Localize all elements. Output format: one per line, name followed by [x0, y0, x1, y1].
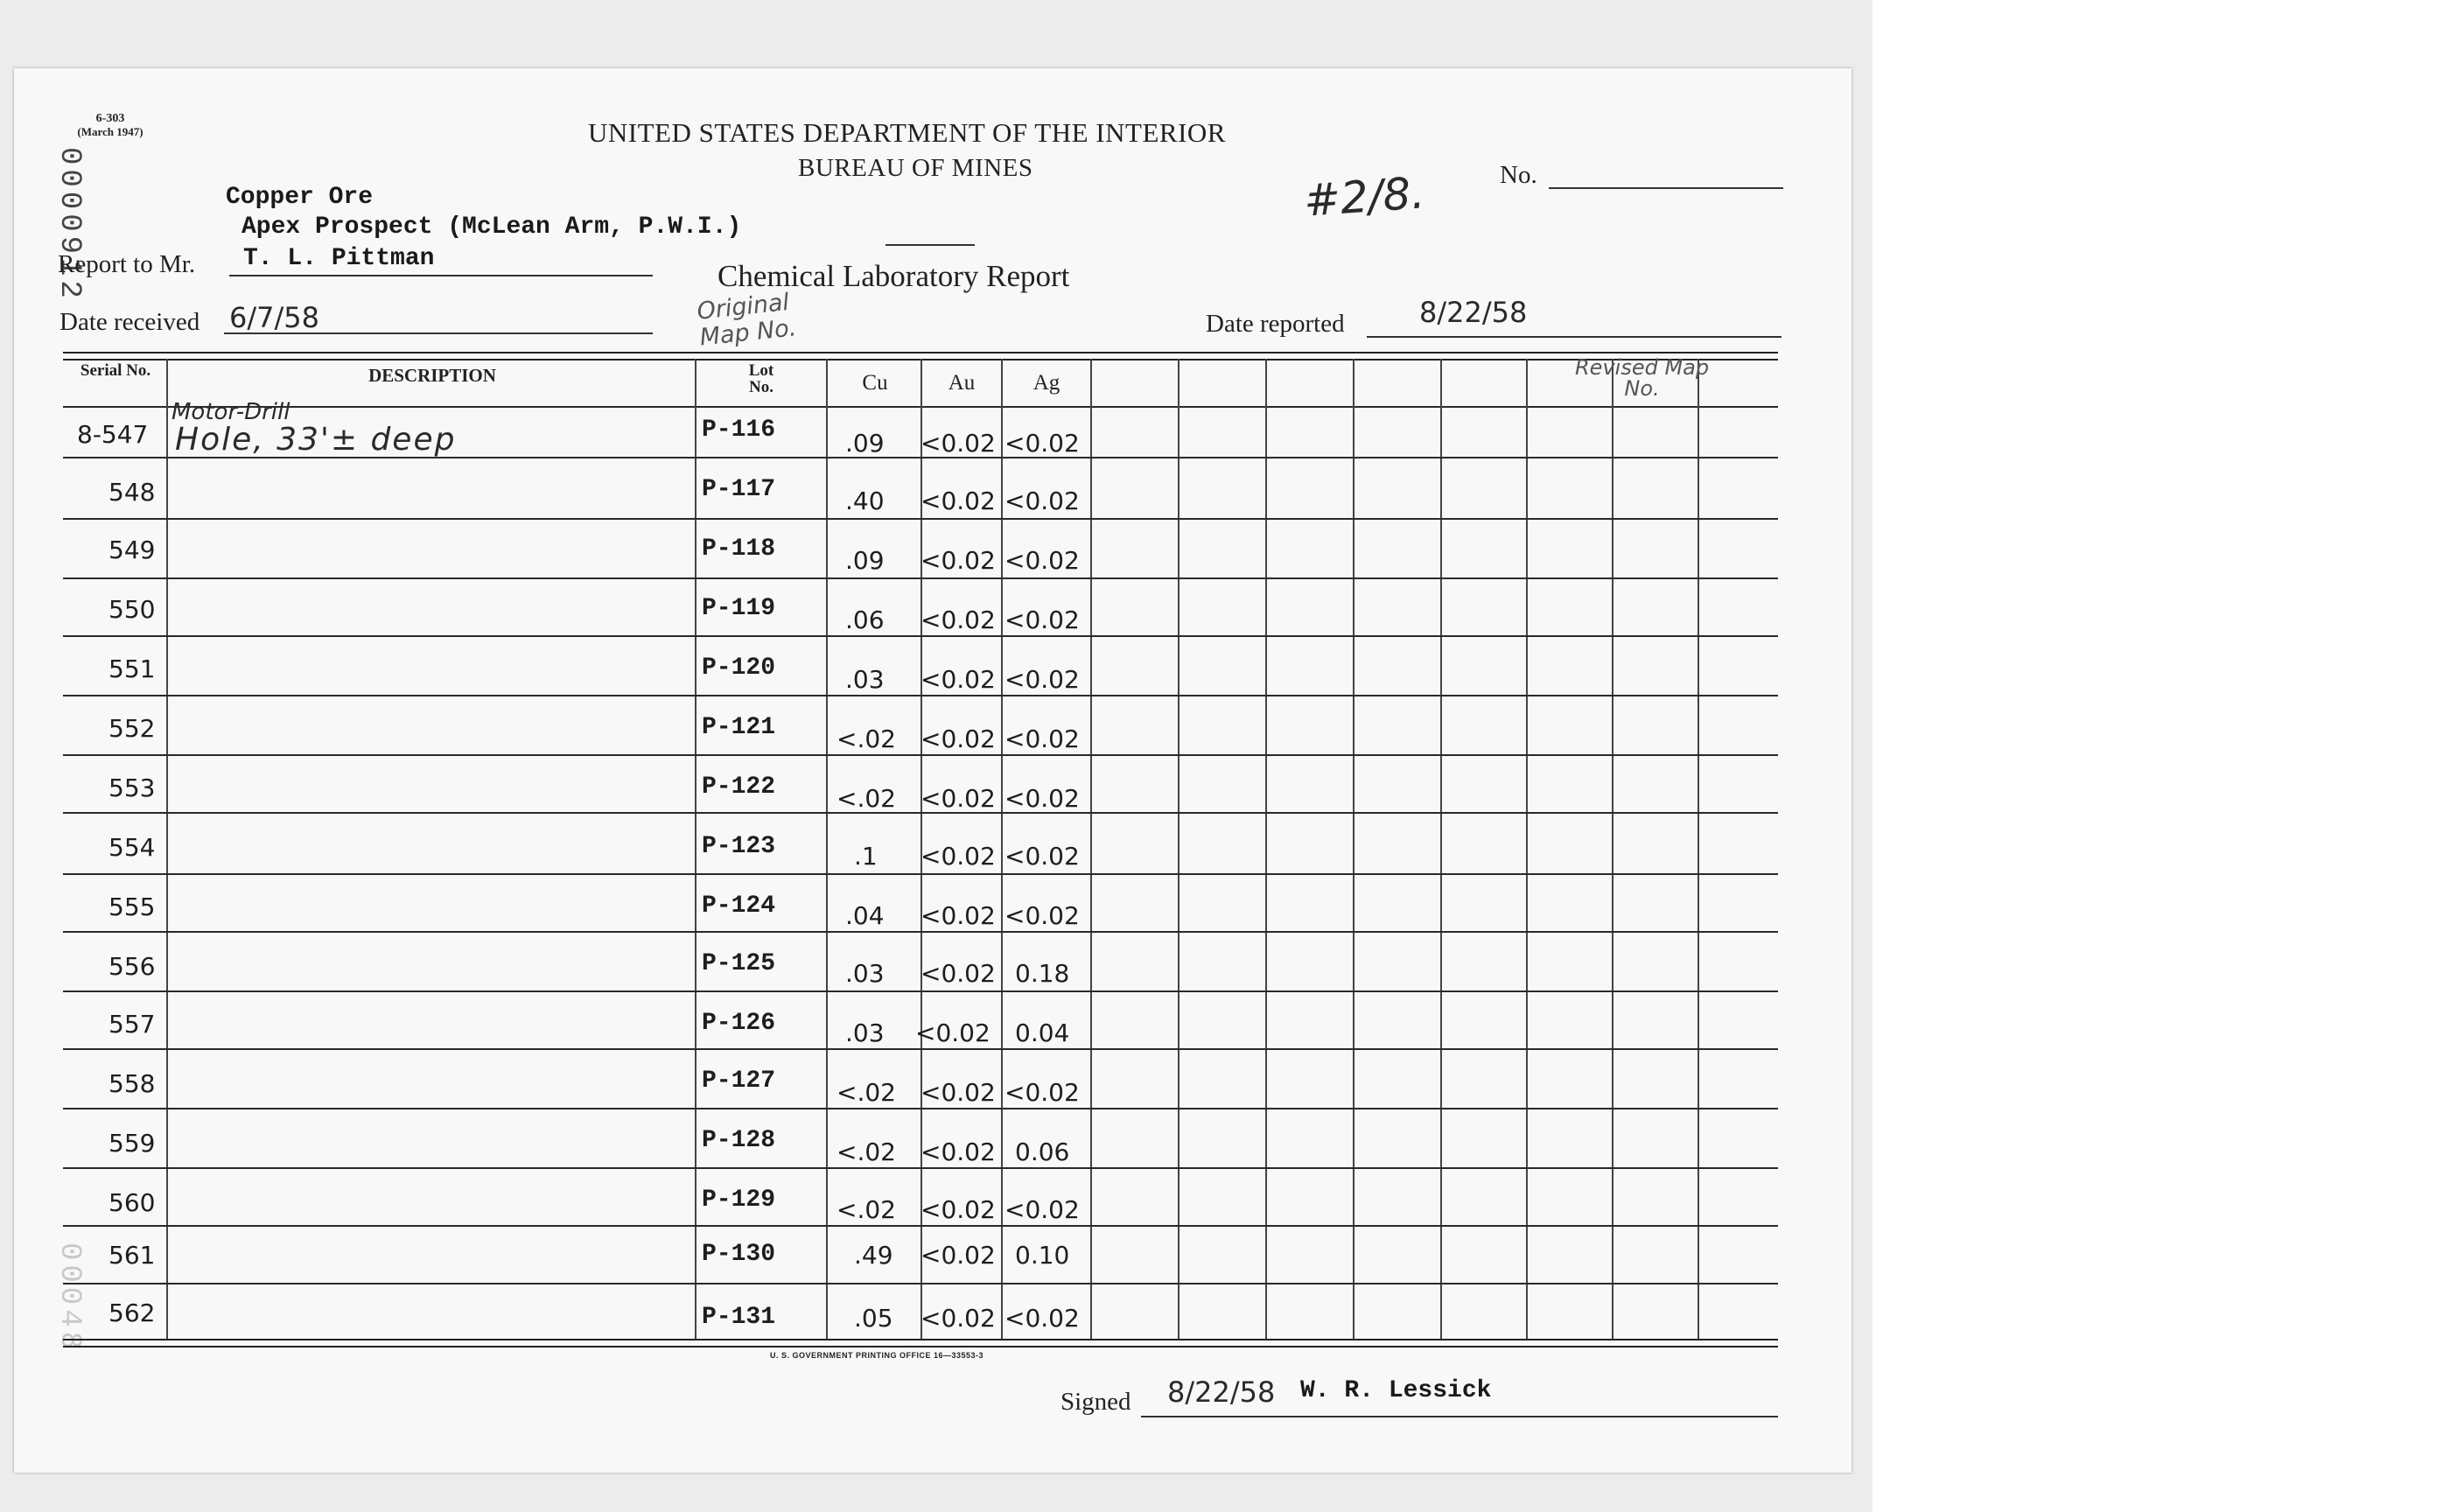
header-serial-no: Serial No. [80, 361, 151, 380]
au-cell: <0.02 [920, 606, 996, 634]
lot-cell: P-120 [702, 654, 776, 682]
au-cell: <0.02 [920, 1078, 996, 1107]
row-divider [63, 695, 1778, 696]
au-cell: <0.02 [920, 1195, 996, 1224]
row-divider [63, 578, 1778, 579]
cu-cell: .06 [845, 606, 885, 634]
signed-date: 8/22/58 [1167, 1376, 1276, 1409]
row-divider [63, 812, 1778, 814]
ag-cell: 0.06 [1015, 1138, 1070, 1166]
date-received-line [224, 332, 653, 334]
au-cell: <0.02 [920, 842, 996, 871]
header-au: Au [948, 371, 976, 395]
cu-cell: .03 [845, 1018, 885, 1047]
cu-cell: .03 [845, 959, 885, 988]
au-cell: <0.02 [920, 546, 996, 575]
ag-cell: 0.10 [1015, 1241, 1070, 1270]
report-title: Chemical Laboratory Report [718, 259, 1070, 293]
material: Copper Ore [226, 184, 374, 211]
signature-line [1141, 1416, 1778, 1418]
lot-cell: P-130 [702, 1241, 776, 1268]
serial-cell: 559 [108, 1129, 156, 1158]
cu-cell: .40 [845, 486, 885, 515]
prospect: Apex Prospect (McLean Arm, P.W.I.) [242, 214, 742, 241]
ag-cell: <0.02 [1004, 724, 1080, 753]
header-ag: Ag [1032, 371, 1060, 395]
serial-cell: 558 [108, 1069, 156, 1098]
serial-cell: 553 [108, 774, 156, 802]
lot-cell: P-125 [702, 950, 776, 977]
ag-cell: <0.02 [1004, 1195, 1080, 1224]
cu-cell: .1 [854, 842, 878, 871]
au-cell: <0.02 [920, 1241, 996, 1270]
header-description: DESCRIPTION [368, 365, 496, 386]
au-cell: <0.02 [920, 665, 996, 694]
ag-cell: 0.18 [1015, 959, 1070, 988]
report-to-line [229, 275, 653, 276]
lot-cell: P-116 [702, 416, 776, 444]
col-divider [1353, 359, 1354, 1339]
short-rule [886, 244, 975, 246]
col-divider [1090, 359, 1092, 1339]
revised-map-note: Revised Map No. [1575, 355, 1710, 401]
date-reported-value: 8/22/58 [1419, 296, 1528, 329]
serial-cell: 561 [108, 1241, 156, 1270]
cu-cell: <.02 [836, 724, 896, 753]
lot-cell: P-122 [702, 774, 776, 801]
ag-cell: <0.02 [1004, 842, 1080, 871]
row-divider [63, 754, 1778, 756]
serial-cell: 550 [108, 595, 156, 624]
header-lot-no: Lot No. [748, 361, 774, 396]
cu-cell: .03 [845, 665, 885, 694]
cu-cell: <.02 [836, 1078, 896, 1107]
serial-cell: 552 [108, 714, 156, 743]
serial-cell: 555 [108, 892, 156, 921]
header-cu: Cu [862, 371, 888, 395]
ag-cell: 0.04 [1015, 1018, 1070, 1047]
row-divider [63, 1225, 1778, 1227]
serial-cell: 551 [108, 654, 156, 683]
lot-cell: P-129 [702, 1186, 776, 1214]
cu-cell: .09 [845, 429, 885, 458]
row-divider [63, 457, 1778, 458]
ag-cell: <0.02 [1004, 784, 1080, 813]
lot-cell: P-126 [702, 1010, 776, 1037]
au-cell: <0.02 [920, 1304, 996, 1333]
lot-cell: P-119 [702, 595, 776, 622]
ag-cell: <0.02 [1004, 486, 1080, 515]
ag-cell: <0.02 [1004, 665, 1080, 694]
lot-cell: P-123 [702, 833, 776, 860]
ag-cell: <0.02 [1004, 606, 1080, 634]
au-cell: <0.02 [920, 429, 996, 458]
ag-cell: <0.02 [1004, 429, 1080, 458]
serial-cell: 562 [108, 1298, 156, 1327]
file-mark: #2/8. [1302, 167, 1427, 227]
ag-cell: <0.02 [1004, 1078, 1080, 1107]
cu-cell: <.02 [836, 1138, 896, 1166]
ag-cell: <0.02 [1004, 1304, 1080, 1333]
form-number: 6-303 (March 1947) [77, 112, 144, 138]
ag-cell: <0.02 [1004, 901, 1080, 930]
side-serial-stamp-faded: 00048 [52, 1242, 86, 1354]
report-to-label: Report to Mr. [58, 250, 196, 278]
serial-cell: 8-547 [77, 420, 149, 449]
bureau-title: BUREAU OF MINES [798, 154, 1033, 182]
table-bottom-border [63, 1339, 1778, 1348]
report-to-name: T. L. Pittman [243, 245, 435, 272]
date-received-value: 6/7/58 [229, 301, 319, 334]
printer-imprint: U. S. GOVERNMENT PRINTING OFFICE 16—33553-3 [770, 1351, 984, 1360]
cu-cell: <.02 [836, 784, 896, 813]
signed-label: Signed [1060, 1388, 1131, 1416]
serial-cell: 549 [108, 536, 156, 564]
au-cell: <0.02 [915, 1018, 990, 1047]
col-divider [1612, 359, 1614, 1339]
date-received-label: Date received [60, 308, 200, 336]
lot-cell: P-124 [702, 892, 776, 920]
au-cell: <0.02 [920, 784, 996, 813]
serial-cell: 557 [108, 1010, 156, 1039]
col-divider [1440, 359, 1442, 1339]
col-divider [166, 359, 168, 1339]
cu-cell: .49 [854, 1241, 893, 1270]
serial-cell: 560 [108, 1188, 156, 1217]
no-label: No. [1500, 161, 1537, 189]
col-divider [826, 359, 828, 1339]
lot-cell: P-128 [702, 1127, 776, 1154]
col-divider [1698, 359, 1699, 1339]
col-divider [1001, 359, 1003, 1339]
lot-cell: P-118 [702, 536, 776, 563]
cu-cell: .09 [845, 546, 885, 575]
lot-cell: P-131 [702, 1304, 776, 1331]
signed-name: W. R. Lessick [1300, 1377, 1492, 1404]
au-cell: <0.02 [920, 1138, 996, 1166]
ag-cell: <0.02 [1004, 546, 1080, 575]
row-divider [63, 635, 1778, 637]
lot-cell: P-127 [702, 1068, 776, 1095]
row-divider [63, 1167, 1778, 1169]
row-divider [63, 931, 1778, 933]
au-cell: <0.02 [920, 724, 996, 753]
au-cell: <0.02 [920, 959, 996, 988]
serial-cell: 548 [108, 478, 156, 507]
lot-cell: P-117 [702, 476, 776, 503]
department-title: UNITED STATES DEPARTMENT OF THE INTERIOR [588, 117, 1226, 148]
row-divider [63, 990, 1778, 992]
au-cell: <0.02 [920, 486, 996, 515]
description-line-2: Hole, 33'± deep [175, 422, 457, 458]
no-field-line [1549, 187, 1783, 189]
lot-cell: P-121 [702, 714, 776, 741]
col-divider [695, 359, 696, 1339]
description-line-1: Motor-Drill [172, 399, 290, 425]
row-divider [63, 1048, 1778, 1050]
cu-cell: <.02 [836, 1195, 896, 1224]
col-divider [1265, 359, 1267, 1339]
side-serial-stamp: 0000912 [52, 147, 86, 303]
row-divider [63, 873, 1778, 875]
original-map-note: Original Map No. [696, 288, 798, 352]
cu-cell: .04 [845, 901, 885, 930]
col-divider [1178, 359, 1180, 1339]
row-divider [63, 518, 1778, 520]
date-reported-line [1367, 336, 1782, 338]
col-divider [1526, 359, 1528, 1339]
serial-cell: 554 [108, 833, 156, 862]
row-divider [63, 1283, 1778, 1284]
cu-cell: .05 [854, 1304, 893, 1333]
row-divider [63, 1108, 1778, 1110]
serial-cell: 556 [108, 952, 156, 981]
au-cell: <0.02 [920, 901, 996, 930]
date-reported-label: Date reported [1206, 310, 1345, 338]
